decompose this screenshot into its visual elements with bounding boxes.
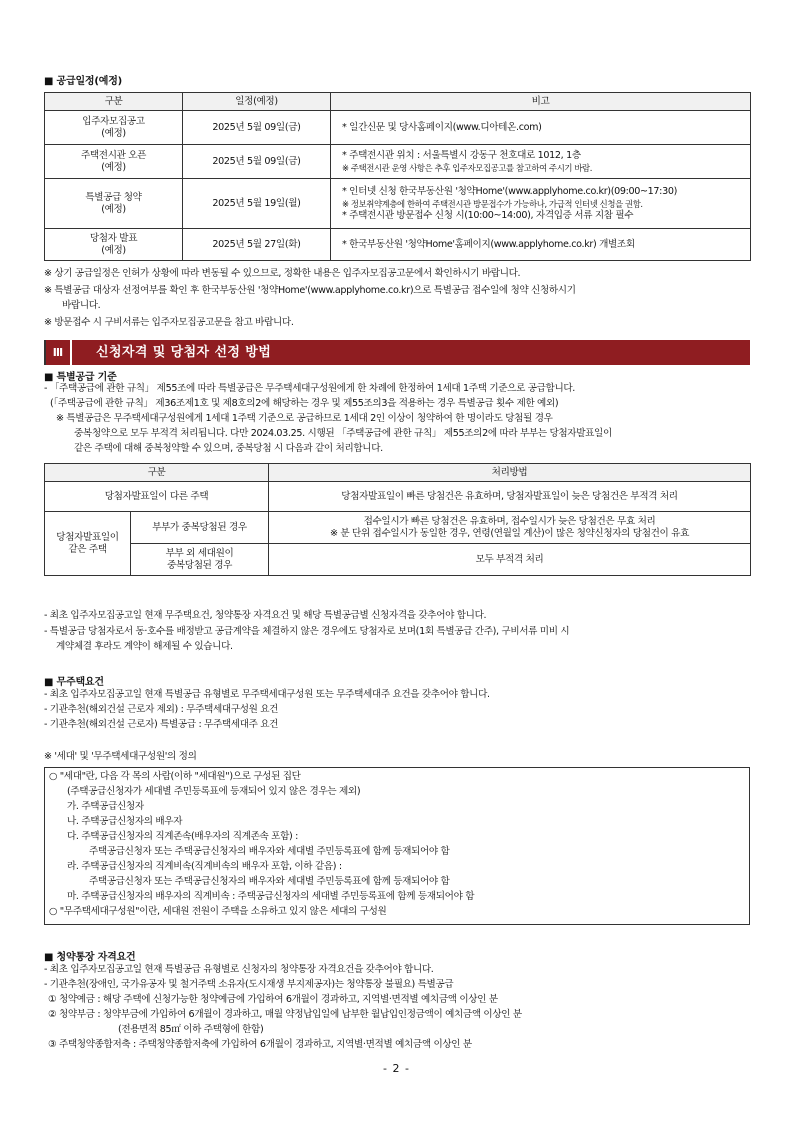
duplicate-win-table [44,463,751,576]
duplicate-row-label: 부부 외 세대원이 중복당첨된 경우 [131,544,269,576]
paragraph-line: - 「주택공급에 관한 규칙」 제55조에 따라 특별공급은 무주택세대구성원에게 한 차례에 한정하여 1세대 1주택 기준으로 공급합니다. [44,383,575,394]
paragraph-line: - 최초 입주자모집공고일 현재 무주택요건, 청약통장 자격요건 및 해당 특별공급별 신청자격을 갖추어야 합니다. [44,610,487,621]
paragraph-line: ③ 주택청약종합저축 : 주택청약종합저축에 가입하여 6개월이 경과하고, 지역별·면적별 예치금액 이상인 분 [48,1039,472,1050]
section-number: Ⅲ [46,340,72,365]
paragraph-line: 같은 주택에 대해 중복청약할 수 있으며, 중복당첨 시 다음과 같이 처리합니다. [74,443,383,454]
schedule-header-date: 일정(예정) [183,93,331,111]
duplicate-header-method: 처리방법 [269,464,751,482]
definition-line: 라. 주택공급신청자의 직계비속(직계비속의 배우자 포함, 이하 같음) : [67,861,342,872]
schedule-heading: ■ 공급일정(예정) [44,76,123,87]
definition-box [44,767,750,925]
schedule-item-date: 2025년 5월 19일(월) [183,179,331,229]
section-title: 신청자격 및 당첨자 선정 방법 [96,345,272,360]
paragraph-line: ※ 특별공급은 무주택세대구성원에게 1세대 1주택 기준으로 공급하므로 1세대 2인 이상이 청약하여 한 명이라도 당첨될 경우 [56,413,553,424]
duplicate-row-label: 부부가 중복당첨된 경우 [131,512,269,544]
duplicate-row-label: 당첨자발표일이 다른 주택 [45,482,269,512]
page-number: - 2 - [383,1062,410,1075]
table-row [45,229,751,261]
table-row [45,145,751,179]
definition-line: 마. 주택공급신청자의 배우자의 직계비속 : 주택공급신청자의 세대별 주민등록표에 함께 등재되어야 함 [67,891,475,902]
duplicate-row-method: 당첨자발표일이 빠른 당첨건은 유효하며, 당첨자발표일이 늦은 당첨건은 부적격 처리 [269,482,751,512]
definition-line: 나. 주택공급신청자의 배우자 [67,816,183,827]
paragraph-line: - 기관추천(장애인, 국가유공자 및 철거주택 소유자(도시재생 부지제공자)는 청약통장 불필요) 특별공급 [44,979,454,990]
homeless-heading: ■ 무주택요건 [44,677,104,688]
paragraph-line: - 특별공급 당첨자로서 동·호수를 배정받고 공급계약을 체결하지 않은 경우에도 당첨자로 보며(1회 특별공급 간주), 구비서류 미비 시 [44,626,570,637]
definition-line: 가. 주택공급신청자 [67,801,144,812]
duplicate-group-label: 당첨자발표일이 같은 주택 [45,512,131,576]
definition-line: ○ "무주택세대구성원"이란, 세대원 전원이 주택을 소유하고 있지 않은 세대의 구성원 [49,906,387,917]
schedule-item-notes: * 인터넷 신청 한국부동산원 '청약Home'(www.applyhome.co.kr)(09:00~17:30) ※ 정보취약계층에 한하여 주택전시관 방문접수가 가능하나, 가급적 인터넷 신청을 권함. * 주택전시관 방문접수 신청 시(10:00~14:00), 자격입증 서류 지참 필수 [331,179,751,229]
schedule-item-name: 특별공급 청약 (예정) [45,179,183,229]
section-header-bar [44,340,750,365]
schedule-item-notes: * 일간신문 및 당사홈페이지(www.디아테온.com) [331,111,751,145]
schedule-item-name: 당첨자 발표 (예정) [45,229,183,261]
schedule-item-notes: * 주택전시관 위치 : 서울특별시 강동구 천호대로 1012, 1층 ※ 주택전시관 운영 사항은 추후 입주자모집공고를 참고하여 주시기 바람. [331,145,751,179]
paragraph-line: 계약체결 후라도 계약이 해제될 수 있습니다. [56,641,233,652]
schedule-item-date: 2025년 5월 09일(금) [183,111,331,145]
duplicate-header-category: 구분 [45,464,269,482]
schedule-item-notes: * 한국부동산원 '청약Home'홈페이지(www.applyhome.co.kr) 개별조회 [331,229,751,261]
schedule-header-category: 구분 [45,93,183,111]
paragraph-line: - 최초 입주자모집공고일 현재 특별공급 유형별로 무주택세대구성원 또는 무주택세대주 요건을 갖추어야 합니다. [44,689,490,700]
duplicate-row-method: 접수일시가 빠른 당첨건은 유효하며, 접수일시가 늦은 당첨건은 무효 처리 ※ 분 단위 접수일시가 동일한 경우, 연령(연월일 계산)이 많은 청약신청자의 당첨건이 유효 [269,512,751,544]
duplicate-header-row [45,464,751,482]
schedule-table [44,92,751,261]
definition-title: ※ '세대' 및 '무주택세대구성원'의 정의 [44,751,197,762]
table-row [45,111,751,145]
definition-line: (주택공급신청자가 세대별 주민등록표에 등재되어 있지 않은 경우는 제외) [67,786,361,797]
paragraph-line: (전용면적 85㎡ 이하 주택형에 한함) [118,1024,264,1035]
paragraph-line: 중복청약으로 모두 부적격 처리됩니다. 다만 2024.03.25. 시행된 「주택공급에 관한 규칙」 제55조의2에 따라 부부는 당첨자발표일이 [74,428,612,439]
table-row [45,482,751,512]
table-row [45,179,751,229]
definition-line: 다. 주택공급신청자의 직계존속(배우자의 직계존속 포함) : [67,831,298,842]
schedule-header-row [45,93,751,111]
schedule-footnote: 바랍니다. [62,300,101,311]
paragraph-line: ② 청약부금 : 청약부금에 가입하여 6개월이 경과하고, 매월 약정납입일에 납부한 월납입인정금액이 예치금액 이상인 분 [48,1009,522,1020]
paragraph-line: ① 청약예금 : 해당 주택에 신청가능한 청약예금에 가입하여 6개월이 경과하고, 지역별·면적별 예치금액 이상인 분 [48,994,498,1005]
duplicate-row-method: 모두 부적격 처리 [269,544,751,576]
schedule-item-name: 입주자모집공고 (예정) [45,111,183,145]
schedule-footnote: ※ 특별공급 대상자 선정여부를 확인 후 한국부동산원 '청약Home'(www.applyhome.co.kr)으로 특별공급 접수일에 청약 신청하시기 [44,285,576,296]
account-heading: ■ 청약통장 자격요건 [44,952,136,963]
table-row [45,544,751,576]
paragraph-line: - 기관추천(해외건설 근로자 제외) : 무주택세대구성원 요건 [44,704,279,715]
schedule-item-date: 2025년 5월 09일(금) [183,145,331,179]
definition-line: 주택공급신청자 또는 주택공급신청자의 배우자와 세대별 주민등록표에 함께 등재되어야 함 [89,846,450,857]
schedule-item-name: 주택전시관 오픈 (예정) [45,145,183,179]
definition-line: ○ "세대"란, 다음 각 목의 사람(이하 "세대원")으로 구성된 집단 [49,771,301,782]
paragraph-line: - 기관추천(해외건설 근로자) 특별공급 : 무주택세대주 요건 [44,719,279,730]
schedule-header-notes: 비고 [331,93,751,111]
paragraph-line: (「주택공급에 관한 규칙」 제36조제1호 및 제8호의2에 해당하는 경우 및 제55조의3을 적용하는 경우 특별공급 횟수 제한 예외) [50,398,559,409]
schedule-item-date: 2025년 5월 27일(화) [183,229,331,261]
table-row [45,512,751,544]
schedule-footnote: ※ 상기 공급일정은 인허가 상황에 따라 변동될 수 있으므로, 정확한 내용은 입주자모집공고문에서 확인하시기 바랍니다. [44,268,521,279]
special-standard-heading: ■ 특별공급 기준 [44,372,117,383]
schedule-footnote: ※ 방문접수 시 구비서류는 입주자모집공고문을 참고 바랍니다. [44,317,294,328]
paragraph-line: - 최초 입주자모집공고일 현재 특별공급 유형별로 신청자의 청약통장 자격요건을 갖추어야 합니다. [44,964,434,975]
definition-line: 주택공급신청자 또는 주택공급신청자의 배우자와 세대별 주민등록표에 함께 등재되어야 함 [89,876,450,887]
